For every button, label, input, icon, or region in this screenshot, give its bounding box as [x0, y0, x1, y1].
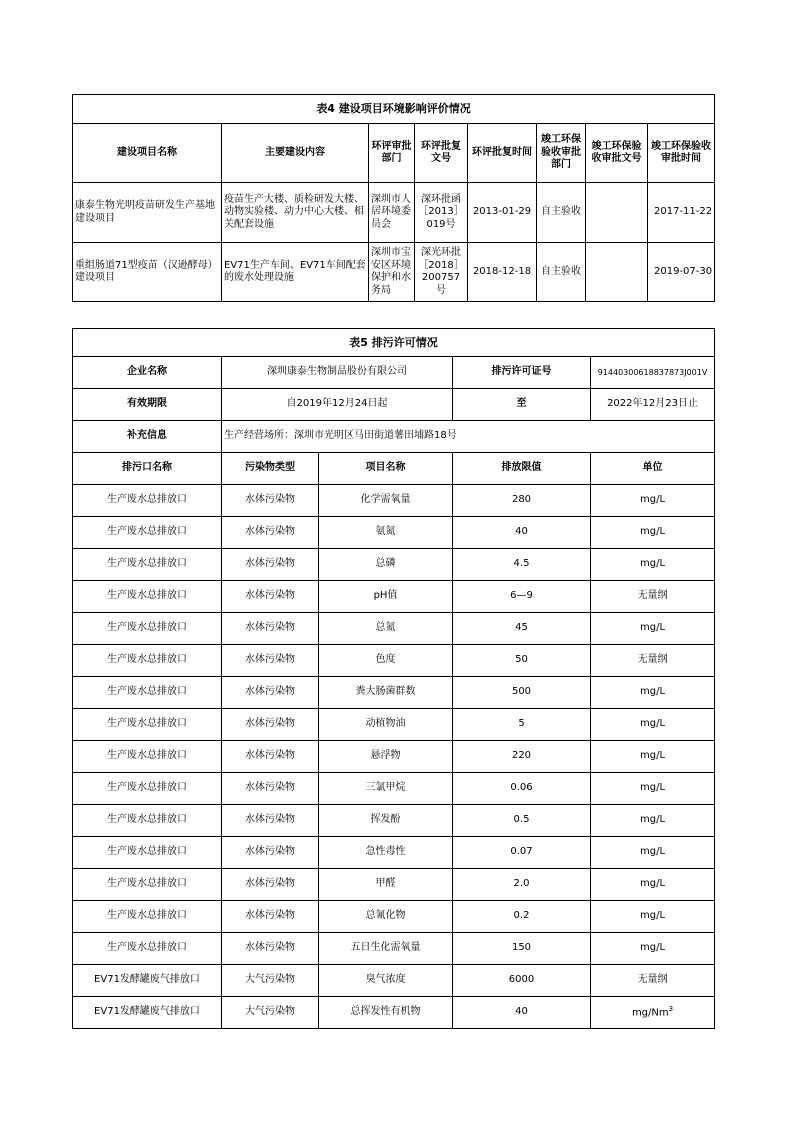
unit: mg/L [591, 805, 715, 837]
table4-title: 表4 建设项目环境影响评价情况 [73, 95, 715, 124]
company-row [73, 357, 715, 389]
t4-cell: 重组肠道71型疫苗（汉逊酵母）建设项目 [73, 243, 222, 302]
table-row [73, 677, 715, 709]
unit: mg/L [591, 613, 715, 645]
item-name: 臭气浓度 [319, 965, 453, 997]
item-name: 色度 [319, 645, 453, 677]
outlet-name: 生产废水总排放口 [73, 741, 222, 773]
env-impact-table [72, 94, 715, 302]
t4-header: 环评批复文号 [415, 124, 468, 183]
t4-cell: 疫苗生产大楼、质检研发大楼、动物实验楼、动力中心大楼、相关配套设施 [222, 183, 369, 243]
limit-value: 0.5 [453, 805, 591, 837]
outlet-name: 生产废水总排放口 [73, 805, 222, 837]
item-name: 氨氮 [319, 517, 453, 549]
t5-header: 项目名称 [319, 453, 453, 485]
outlet-name: 生产废水总排放口 [73, 581, 222, 613]
pollutant-type: 水体污染物 [222, 901, 319, 933]
t5-header: 污染物类型 [222, 453, 319, 485]
validity-from: 自2019年12月24日起 [222, 389, 453, 421]
item-name: 总磷 [319, 549, 453, 581]
table-row [73, 773, 715, 805]
supplement-value: 生产经营场所：深圳市光明区马田街道薯田埔路18号 [222, 421, 715, 453]
pollutant-type: 水体污染物 [222, 613, 319, 645]
limit-value: 6—9 [453, 581, 591, 613]
t4-cell: 2013-01-29 [468, 183, 537, 243]
pollutant-type: 大气污染物 [222, 965, 319, 997]
unit-superscript: 3 [668, 1005, 674, 1014]
pollutant-type: 水体污染物 [222, 933, 319, 965]
table-row [73, 485, 715, 517]
item-name: 挥发酚 [319, 805, 453, 837]
unit: mg/L [591, 901, 715, 933]
table-row [73, 869, 715, 901]
validity-label: 有效期限 [73, 389, 222, 421]
unit: mg/L [591, 709, 715, 741]
company-label: 企业名称 [73, 357, 222, 389]
pollutant-type: 水体污染物 [222, 741, 319, 773]
limit-value: 0.07 [453, 837, 591, 869]
limit-value: 5 [453, 709, 591, 741]
permit-value: 91440300618837873J001V [591, 357, 715, 389]
outlet-name: 生产废水总排放口 [73, 709, 222, 741]
unit: 无量纲 [591, 965, 715, 997]
t4-cell [586, 243, 648, 302]
t4-cell: 深圳市宝安区环境保护和水务局 [369, 243, 415, 302]
supplement-label: 补充信息 [73, 421, 222, 453]
pollutant-type: 水体污染物 [222, 869, 319, 901]
table5-header-row [73, 453, 715, 485]
item-name: 总挥发性有机物 [319, 997, 453, 1029]
t4-header: 主要建设内容 [222, 124, 369, 183]
limit-value: 6000 [453, 965, 591, 997]
table-row [73, 805, 715, 837]
item-name: pH值 [319, 581, 453, 613]
table-row [73, 997, 715, 1029]
table5-title: 表5 排污许可情况 [73, 329, 715, 357]
item-name: 五日生化需氧量 [319, 933, 453, 965]
outlet-name: 生产废水总排放口 [73, 837, 222, 869]
unit: 无量纲 [591, 581, 715, 613]
table4-header-row [73, 124, 715, 183]
unit: mg/L [591, 549, 715, 581]
item-name: 化学需氧量 [319, 485, 453, 517]
unit: mg/L [591, 773, 715, 805]
item-name: 甲醛 [319, 869, 453, 901]
permit-label: 排污许可证号 [453, 357, 591, 389]
t4-cell: 康泰生物光明疫苗研发生产基地建设项目 [73, 183, 222, 243]
t4-cell: 2017-11-22 [648, 183, 715, 243]
limit-value: 40 [453, 517, 591, 549]
supplement-row [73, 421, 715, 453]
t4-cell: 深圳市人居环境委员会 [369, 183, 415, 243]
outlet-name: 生产废水总排放口 [73, 485, 222, 517]
limit-value: 280 [453, 485, 591, 517]
item-name: 三氯甲烷 [319, 773, 453, 805]
t4-header: 环评审批部门 [369, 124, 415, 183]
outlet-name: 生产废水总排放口 [73, 677, 222, 709]
outlet-name: 生产废水总排放口 [73, 773, 222, 805]
table-row [73, 645, 715, 677]
outlet-name: 生产废水总排放口 [73, 613, 222, 645]
table-row [73, 837, 715, 869]
item-name: 总氮 [319, 613, 453, 645]
pollutant-type: 大气污染物 [222, 997, 319, 1029]
outlet-name: EV71发酵罐废气排放口 [73, 997, 222, 1029]
t4-cell: 自主验收 [537, 183, 586, 243]
pollutant-type: 水体污染物 [222, 709, 319, 741]
pollutant-type: 水体污染物 [222, 837, 319, 869]
unit: mg/L [591, 485, 715, 517]
pollutant-type: 水体污染物 [222, 645, 319, 677]
outlet-name: 生产废水总排放口 [73, 869, 222, 901]
t4-cell [586, 183, 648, 243]
unit: 无量纲 [591, 645, 715, 677]
outlet-name: 生产废水总排放口 [73, 933, 222, 965]
pollutant-type: 水体污染物 [222, 581, 319, 613]
unit-text: mg/Nm [631, 1007, 669, 1019]
validity-to-label: 至 [453, 389, 591, 421]
unit: mg/L [591, 837, 715, 869]
validity-row [73, 389, 715, 421]
discharge-permit-table [72, 328, 715, 1029]
item-name: 悬浮物 [319, 741, 453, 773]
unit: mg/L [591, 933, 715, 965]
pollutant-type: 水体污染物 [222, 485, 319, 517]
unit [591, 997, 715, 1029]
outlet-name: 生产废水总排放口 [73, 645, 222, 677]
outlet-name: EV71发酵罐废气排放口 [73, 965, 222, 997]
pollutant-type: 水体污染物 [222, 805, 319, 837]
limit-value: 40 [453, 997, 591, 1029]
limit-value: 0.06 [453, 773, 591, 805]
item-name: 总氰化物 [319, 901, 453, 933]
table-row [73, 965, 715, 997]
table-row [73, 243, 715, 302]
limit-value: 45 [453, 613, 591, 645]
table-row [73, 901, 715, 933]
t5-header: 单位 [591, 453, 715, 485]
t4-header: 环评批复时间 [468, 124, 537, 183]
table-row [73, 581, 715, 613]
validity-to: 2022年12月23日止 [591, 389, 715, 421]
outlet-name: 生产废水总排放口 [73, 517, 222, 549]
t4-header: 竣工环保验收审批文号 [586, 124, 648, 183]
pollutant-type: 水体污染物 [222, 677, 319, 709]
limit-value: 500 [453, 677, 591, 709]
table-row [73, 933, 715, 965]
t4-cell: 深环批函［2013］019号 [415, 183, 468, 243]
outlet-name: 生产废水总排放口 [73, 549, 222, 581]
item-name: 动植物油 [319, 709, 453, 741]
table-row [73, 517, 715, 549]
pollutant-type: 水体污染物 [222, 773, 319, 805]
unit: mg/L [591, 677, 715, 709]
t4-cell: 自主验收 [537, 243, 586, 302]
t4-header: 竣工环保验收审批时间 [648, 124, 715, 183]
limit-value: 0.2 [453, 901, 591, 933]
pollutant-type: 水体污染物 [222, 517, 319, 549]
t4-header: 建设项目名称 [73, 124, 222, 183]
table-row [73, 741, 715, 773]
unit: mg/L [591, 517, 715, 549]
t5-header: 排放限值 [453, 453, 591, 485]
table-row [73, 549, 715, 581]
t4-cell: 2018-12-18 [468, 243, 537, 302]
table-row [73, 183, 715, 243]
limit-value: 4.5 [453, 549, 591, 581]
limit-value: 220 [453, 741, 591, 773]
item-name: 粪大肠菌群数 [319, 677, 453, 709]
pollutant-type: 水体污染物 [222, 549, 319, 581]
t5-header: 排污口名称 [73, 453, 222, 485]
table-row [73, 613, 715, 645]
unit: mg/L [591, 869, 715, 901]
unit: mg/L [591, 741, 715, 773]
limit-value: 50 [453, 645, 591, 677]
t4-cell: EV71生产车间、EV71车间配套的废水处理设施 [222, 243, 369, 302]
table-row [73, 709, 715, 741]
limit-value: 150 [453, 933, 591, 965]
limit-value: 2.0 [453, 869, 591, 901]
t4-cell: 2019-07-30 [648, 243, 715, 302]
item-name: 急性毒性 [319, 837, 453, 869]
company-value: 深圳康泰生物制品股份有限公司 [222, 357, 453, 389]
outlet-name: 生产废水总排放口 [73, 901, 222, 933]
t4-cell: 深光环批［2018］200757号 [415, 243, 468, 302]
t4-header: 竣工环保验收审批部门 [537, 124, 586, 183]
